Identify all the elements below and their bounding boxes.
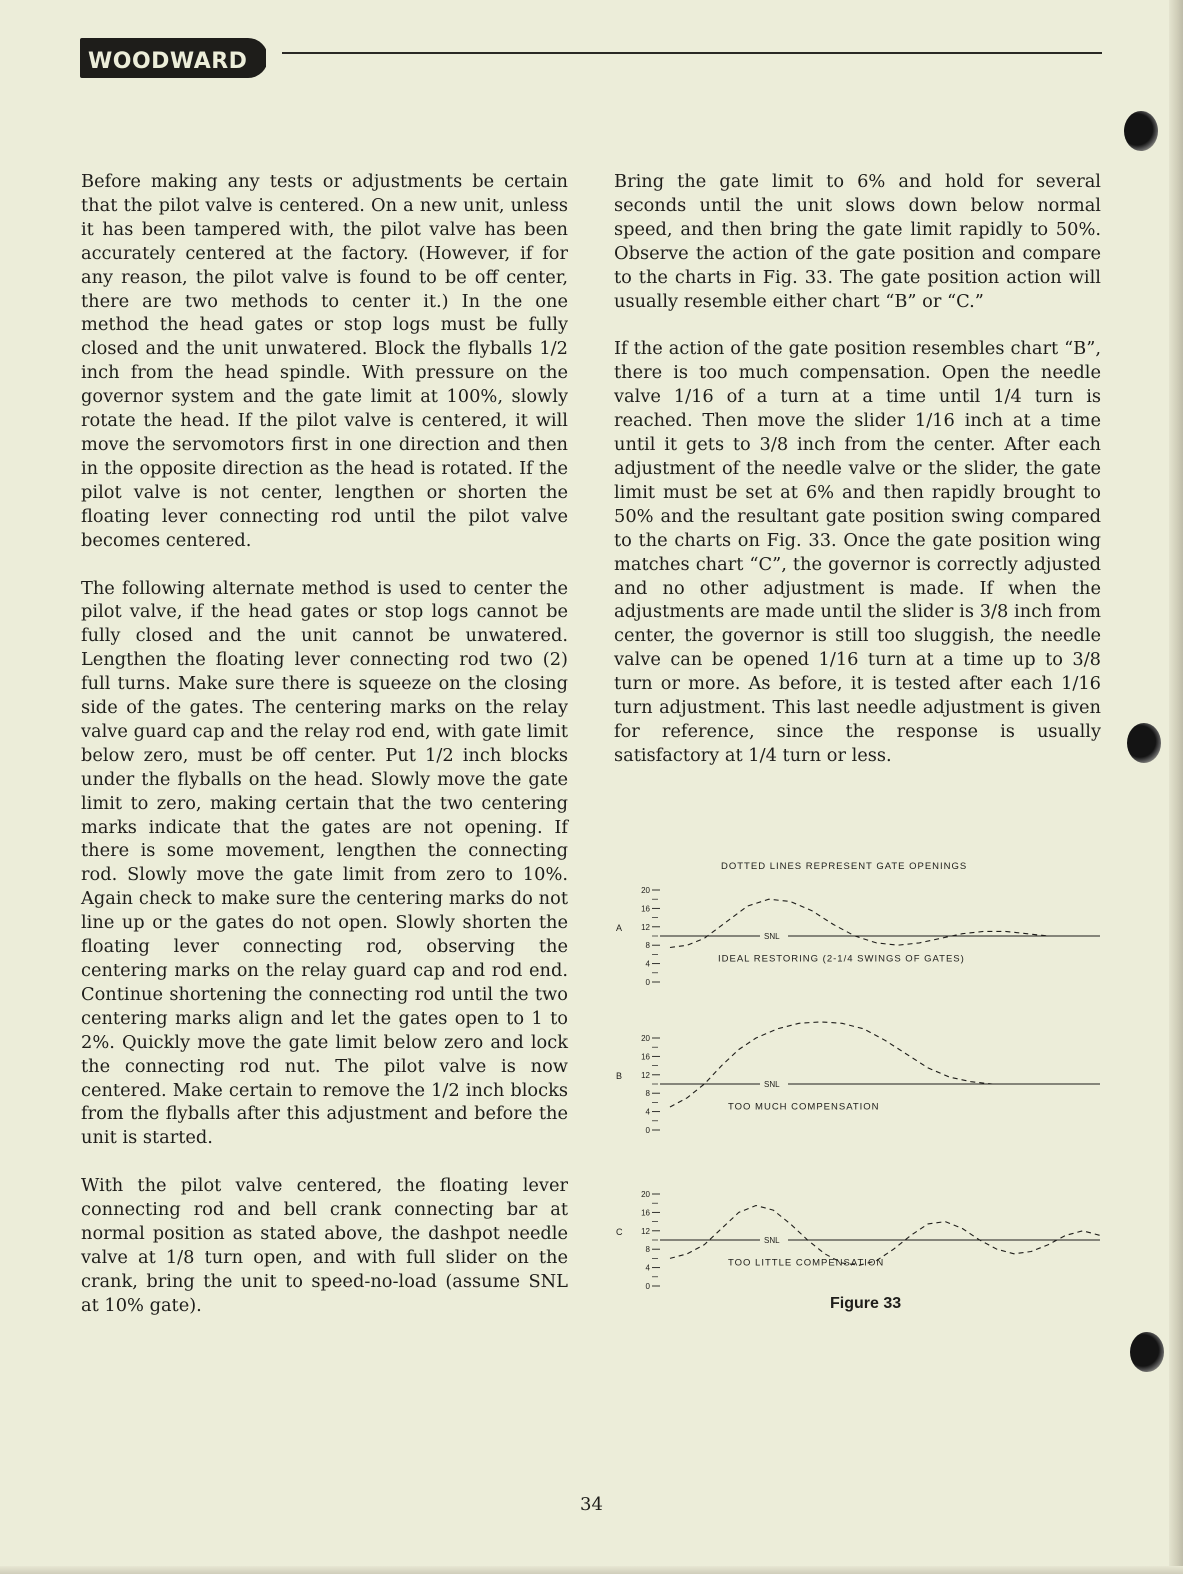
page-edge-shadow: [1169, 0, 1183, 1574]
paragraph-pilot-valve-centering: Before making any tests or adjustments be certain that the pilot valve is centered. On a new unit, unless it has been tampered with, the pilot valve has been accurately centered at the factory. (However, if for any reason, the pilot valve is found to be off center, there are two methods to center it.) In the one method the head gates or stop logs must be fully closed and the unit unwatered. Block the flyballs 1/2 inch from the head spindle. With pressure on the governor system and the gate limit at 100%, slowly rotate the head. If the pilot valve is centered, it will move the servomotors first in one direction and then in the opposite direction as the head is rotated. If the pilot valve is not center, lengthen or shorten the floating lever connecting rod until the pilot valve becomes centered.: [81, 171, 568, 551]
y-tick-label-c-12: 12: [641, 1226, 650, 1236]
y-tick-label-b-8: 8: [645, 1089, 650, 1099]
right-text-column: [614, 170, 1101, 792]
paragraph-compensation-adjustment: If the action of the gate position resembles chart “B”, there is too much compensation. Open the needle valve 1/16 of a turn at a time until 1/4 turn is reached. Then move the slider 1/16 inch at a time until it gets to 3/8 inch from the center. After each adjustment of the needle valve or the slider, the gate limit must be set at 6% and then rapidly brought to 50% and the resultant gate position swing compared to the charts on Fig. 33. Once the gate position wing matches chart “C”, the governor is correctly adjusted and no other adjustment is made. If when the adjustments are made until the slider is 3/8 inch from center, the governor is still too sluggish, the needle valve can be opened 1/16 turn at a time up to 3/8 turn or more. As before, it is tested after each 1/16 turn adjustment. This last needle adjustment is given for reference, since the response is usually satisfactory at 1/4 turn or less.: [614, 338, 1101, 766]
figure-heading: DOTTED LINES REPRESENT GATE OPENINGS: [721, 861, 968, 872]
page-bottom-edge: [0, 1566, 1183, 1574]
y-tick-label-c-8: 8: [645, 1245, 650, 1255]
y-tick-label-b-20: 20: [641, 1034, 650, 1043]
y-tick-label-c-0: 0: [645, 1282, 650, 1290]
snl-label-b: SNL: [764, 1080, 780, 1089]
y-tick-label-a-0: 0: [645, 978, 650, 987]
y-tick-label-a-16: 16: [641, 904, 650, 914]
paragraph-speed-no-load: With the pilot valve centered, the floating lever connecting rod and bell crank connecting bar at normal position as stated above, the dashpot needle valve at 1/8 turn open, and with full slider on the crank, bring the unit to speed-no-load (assume SNL at 10% gate).: [81, 1175, 568, 1316]
panel-caption-b: TOO MUCH COMPENSATION: [728, 1101, 880, 1113]
panel-label-b: B: [616, 1070, 623, 1081]
y-tick-label-b-12: 12: [641, 1070, 650, 1080]
y-tick-label-b-4: 4: [645, 1107, 650, 1117]
logo-text: WOODWARD: [88, 49, 248, 74]
punch-hole-top: [1124, 111, 1158, 151]
woodward-logo: [80, 38, 266, 78]
y-tick-label-a-20: 20: [641, 886, 650, 895]
snl-label-a: SNL: [764, 932, 780, 941]
y-tick-label-b-16: 16: [641, 1052, 650, 1062]
gate-opening-curve-b: [670, 1022, 1100, 1107]
y-tick-label-c-20: 20: [641, 1190, 650, 1199]
paragraph-alternate-method: The following alternate method is used to center the pilot valve, if the head gates or stop logs cannot be fully closed and the unit cannot be unwatered. Lengthen the floating lever connecting rod two (2) full turns. Make sure there is squeeze on the closing side of the gates. The centering marks on the relay valve guard cap and the relay rod end, with gate limit below zero, must be off center. Put 1/2 inch blocks under the flyballs on the head. Slowly move the gate limit to zero, making certain that the two centering marks indicate that the gates are not opening. If there is some movement, lengthen the connecting rod. Slowly move the gate limit from zero to 10%. Again check to make sure the centering marks do not line up or the gates do not open. Slowly shorten the floating lever connecting rod, observing the centering marks on the relay guard cap and rod end. Continue shortening the connecting rod until the two centering marks align and let the gates open to 1 to 2%. Quickly move the gate limit below zero and lock the connecting rod nut. The pilot valve is now centered. Make certain to remove the 1/2 inch blocks from the flyballs after this adjustment and before the unit is started.: [81, 577, 568, 1149]
punch-hole-bottom: [1130, 1332, 1164, 1372]
gate-opening-curve-a: [670, 899, 1100, 947]
panel-label-c: C: [616, 1226, 623, 1237]
page-number: 34: [580, 1494, 603, 1515]
y-tick-label-c-4: 4: [645, 1263, 650, 1273]
panel-caption-c: TOO LITTLE COMPENSATION: [728, 1257, 885, 1269]
punch-hole-middle: [1127, 723, 1161, 763]
y-tick-label-a-4: 4: [645, 959, 650, 969]
left-text-column: [81, 170, 568, 1342]
figure-33-charts: [600, 850, 1110, 1290]
y-tick-label-a-8: 8: [645, 941, 650, 951]
header-rule: [282, 52, 1102, 54]
y-tick-label-c-16: 16: [641, 1208, 650, 1218]
y-tick-label-a-12: 12: [641, 922, 650, 932]
y-tick-label-b-0: 0: [645, 1126, 650, 1135]
snl-label-c: SNL: [764, 1236, 780, 1245]
panel-caption-a: IDEAL RESTORING (2-1/4 SWINGS OF GATES): [718, 953, 965, 965]
paragraph-gate-limit-test: Bring the gate limit to 6% and hold for several seconds until the unit slows down below normal speed, and then bring the gate limit rapidly to 50%. Observe the action of the gate position and compare to the charts in Fig. 33. The gate position action will usually resemble either chart “B” or “C.”: [614, 171, 1101, 312]
figure-caption: Figure 33: [830, 1295, 902, 1312]
panel-label-a: A: [616, 922, 623, 933]
